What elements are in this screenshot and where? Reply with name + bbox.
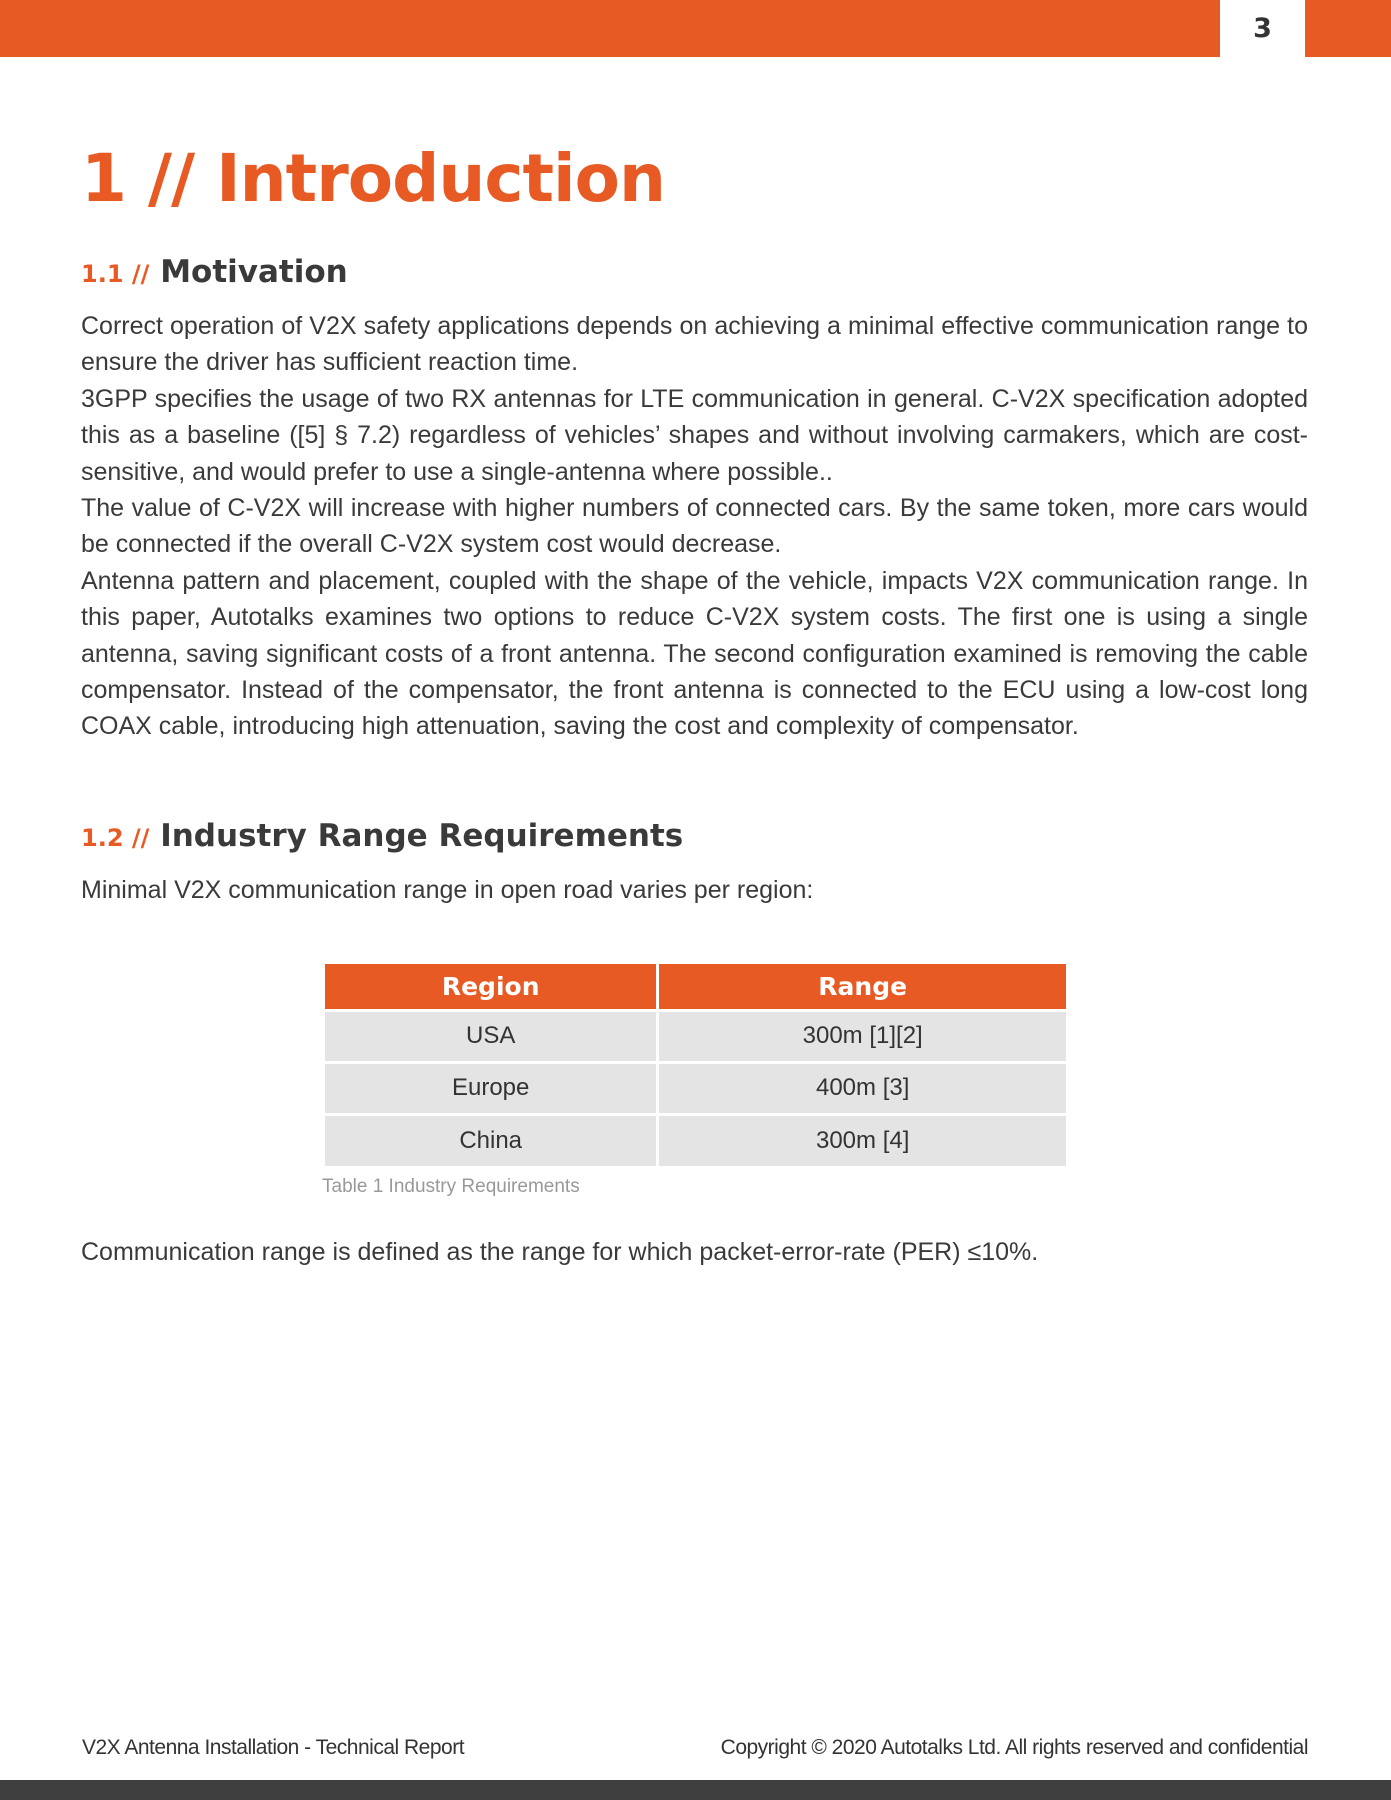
cell-range: 400m [3] bbox=[658, 1062, 1066, 1114]
table-caption: Table 1 Industry Requirements bbox=[322, 1176, 580, 1197]
industry-requirements-table bbox=[325, 964, 1066, 1166]
column-header-region: Region bbox=[325, 964, 658, 1010]
cell-range: 300m [4] bbox=[658, 1114, 1066, 1166]
paragraph: 3GPP specifies the usage of two RX antennas for LTE communication in general. C-V2X specification adopted this as a baseline ([5] § 7.2) regardless of vehicles’ shapes and without involving carmakers, which are cost-sensitive, and would prefer to use a single-antenna where possible.. bbox=[81, 384, 1308, 486]
section-outro: Communication range is defined as the range for which packet-error-rate (PER) ≤10%. bbox=[81, 1238, 1039, 1266]
section-intro: Minimal V2X communication range in open road varies per region: bbox=[81, 876, 814, 904]
column-header-range: Range bbox=[658, 964, 1066, 1010]
table-row bbox=[325, 1114, 1066, 1166]
cell-region: China bbox=[325, 1114, 658, 1166]
table-header-row bbox=[325, 964, 1066, 1010]
footer-bar bbox=[0, 1780, 1391, 1800]
section-title: Industry Range Requirements bbox=[160, 818, 684, 854]
motivation-body bbox=[81, 308, 1308, 745]
table-row bbox=[325, 1062, 1066, 1114]
chapter-title bbox=[81, 140, 665, 217]
chapter-title-text: Introduction bbox=[216, 140, 665, 217]
section-number: 1.1 // bbox=[81, 260, 150, 288]
page-number: 3 bbox=[1220, 0, 1305, 57]
section-title: Motivation bbox=[160, 254, 348, 290]
table-row bbox=[325, 1010, 1066, 1062]
chapter-number: 1 // bbox=[81, 140, 195, 217]
header-bar bbox=[0, 0, 1391, 57]
cell-range: 300m [1][2] bbox=[658, 1010, 1066, 1062]
section-heading-industry-range bbox=[81, 818, 683, 854]
paragraph: Antenna pattern and placement, coupled with the shape of the vehicle, impacts V2X communication range. In this paper, Autotalks examines two options to reduce C-V2X system costs. The first one is using a single antenna, saving significant costs of a front antenna. The second configuration examined is removing the cable compensator. Instead of the compensator, the front antenna is connected to the ECU using a low-cost long COAX cable, introducing high attenuation, saving the cost and complexity of compensator. bbox=[81, 566, 1308, 741]
section-heading-motivation bbox=[81, 254, 348, 290]
footer-copyright: Copyright © 2020 Autotalks Ltd. All rights reserved and confidential bbox=[720, 1736, 1308, 1759]
paragraph: The value of C-V2X will increase with higher numbers of connected cars. By the same token, more cars would be connected if the overall C-V2X system cost would decrease. bbox=[81, 494, 1308, 559]
cell-region: Europe bbox=[325, 1062, 658, 1114]
section-number: 1.2 // bbox=[81, 824, 150, 852]
paragraph: Correct operation of V2X safety applications depends on achieving a minimal effective communication range to ensure the driver has sufficient reaction time. bbox=[81, 312, 1308, 377]
cell-region: USA bbox=[325, 1010, 658, 1062]
footer-report-title: V2X Antenna Installation - Technical Report bbox=[82, 1736, 465, 1759]
